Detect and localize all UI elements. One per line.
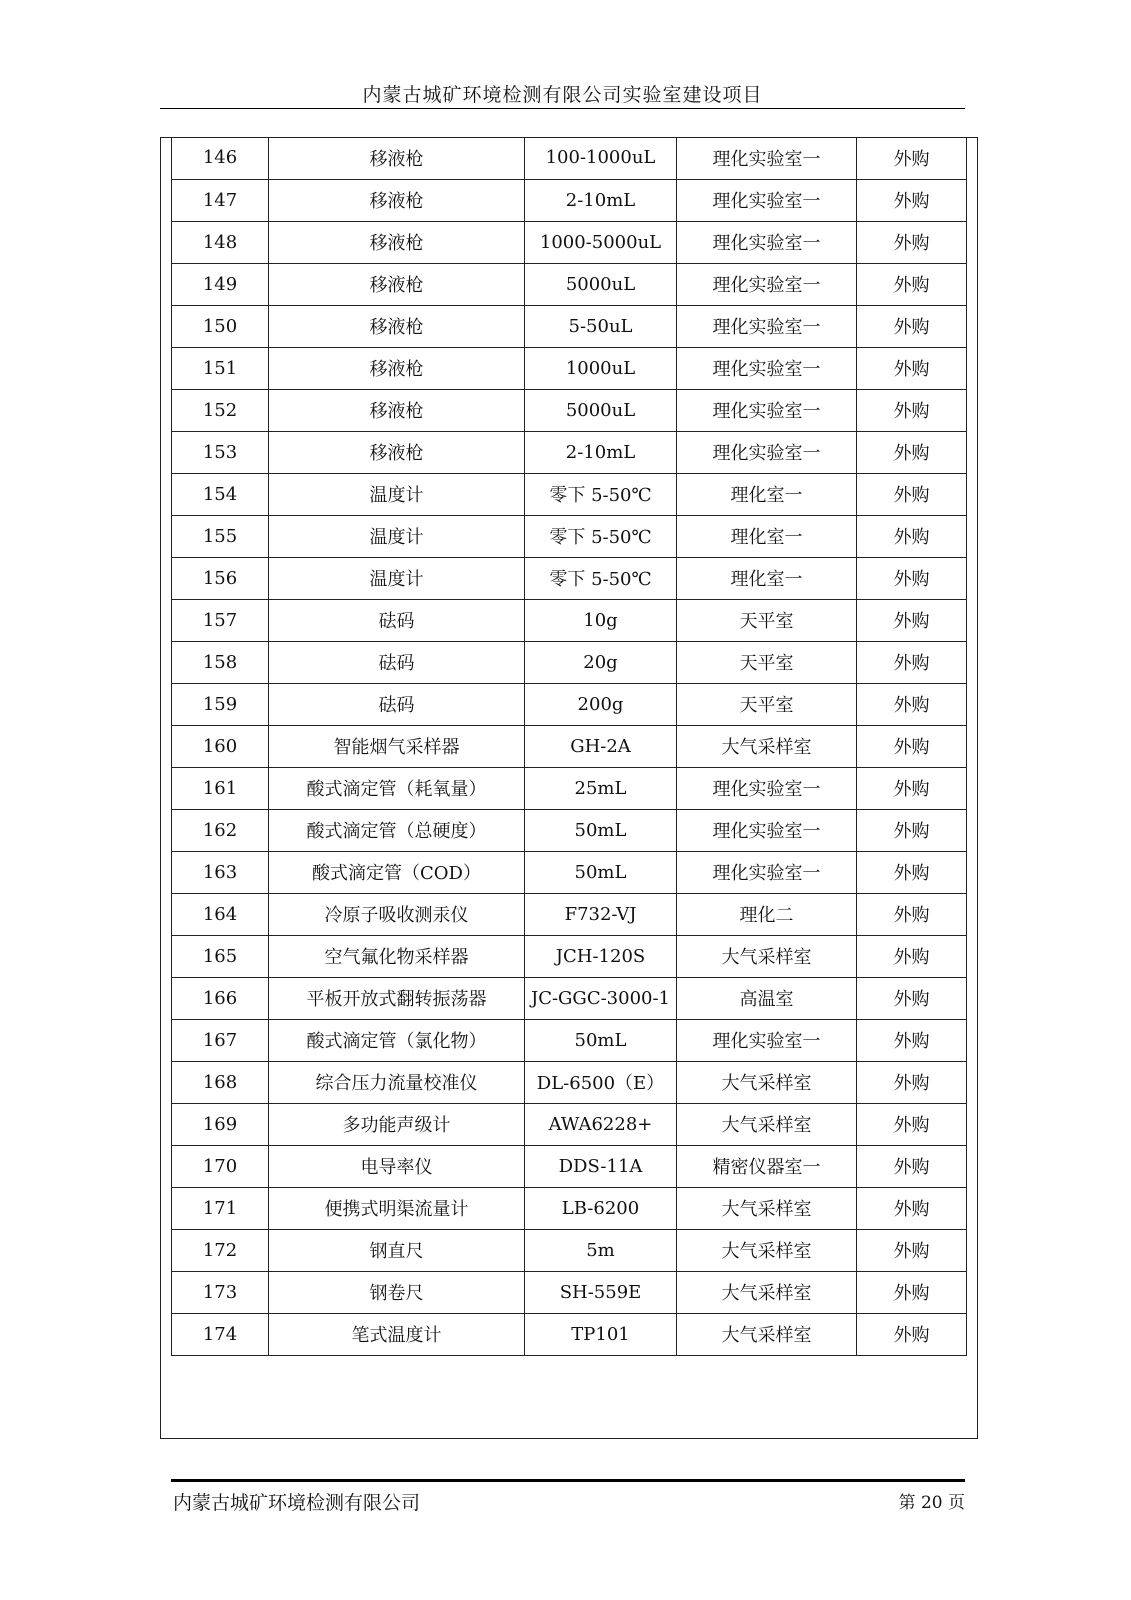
cell-source: 外购 (857, 1229, 967, 1271)
cell-model: 零下 5-50℃ (525, 473, 677, 515)
cell-source: 外购 (857, 725, 967, 767)
cell-source: 外购 (857, 1019, 967, 1061)
cell-model: 100-1000uL (525, 137, 677, 179)
table-row (172, 473, 967, 515)
cell-source: 外购 (857, 683, 967, 725)
cell-location: 理化室一 (677, 473, 857, 515)
table-row (172, 221, 967, 263)
cell-location: 天平室 (677, 683, 857, 725)
table-row (172, 1313, 967, 1355)
cell-number: 161 (172, 767, 269, 809)
cell-equipment-name: 移液枪 (269, 263, 525, 305)
cell-number: 166 (172, 977, 269, 1019)
cell-source: 外购 (857, 1271, 967, 1313)
cell-source: 外购 (857, 977, 967, 1019)
cell-equipment-name: 酸式滴定管（氯化物） (269, 1019, 525, 1061)
cell-number: 158 (172, 641, 269, 683)
cell-location: 大气采样室 (677, 1271, 857, 1313)
page-header-title: 内蒙古城矿环境检测有限公司实验室建设项目 (362, 84, 763, 106)
cell-location: 大气采样室 (677, 1229, 857, 1271)
table-row (172, 1271, 967, 1313)
cell-model: 零下 5-50℃ (525, 557, 677, 599)
table-row (172, 599, 967, 641)
equipment-table (171, 137, 967, 1356)
table-row (172, 1229, 967, 1271)
cell-equipment-name: 砝码 (269, 683, 525, 725)
cell-model: 50mL (525, 851, 677, 893)
cell-equipment-name: 综合压力流量校准仪 (269, 1061, 525, 1103)
cell-equipment-name: 酸式滴定管（耗氧量） (269, 767, 525, 809)
cell-model: JC-GGC-3000-1 (525, 977, 677, 1019)
cell-number: 151 (172, 347, 269, 389)
cell-location: 大气采样室 (677, 1313, 857, 1355)
cell-model: JCH-120S (525, 935, 677, 977)
cell-source: 外购 (857, 1103, 967, 1145)
cell-source: 外购 (857, 305, 967, 347)
cell-location: 高温室 (677, 977, 857, 1019)
cell-number: 173 (172, 1271, 269, 1313)
table-row (172, 977, 967, 1019)
cell-number: 150 (172, 305, 269, 347)
cell-number: 162 (172, 809, 269, 851)
table-row (172, 1187, 967, 1229)
cell-location: 精密仪器室一 (677, 1145, 857, 1187)
cell-equipment-name: 移液枪 (269, 179, 525, 221)
table-row (172, 557, 967, 599)
cell-number: 171 (172, 1187, 269, 1229)
cell-source: 外购 (857, 599, 967, 641)
cell-equipment-name: 移液枪 (269, 347, 525, 389)
cell-source: 外购 (857, 221, 967, 263)
table-row (172, 809, 967, 851)
cell-number: 163 (172, 851, 269, 893)
cell-source: 外购 (857, 137, 967, 179)
cell-location: 天平室 (677, 599, 857, 641)
cell-source: 外购 (857, 473, 967, 515)
table-row (172, 767, 967, 809)
cell-location: 理化实验室一 (677, 767, 857, 809)
cell-model: 20g (525, 641, 677, 683)
table-row (172, 347, 967, 389)
cell-number: 174 (172, 1313, 269, 1355)
cell-model: DL-6500（E） (525, 1061, 677, 1103)
cell-source: 外购 (857, 389, 967, 431)
cell-equipment-name: 温度计 (269, 515, 525, 557)
cell-source: 外购 (857, 1313, 967, 1355)
cell-model: 50mL (525, 1019, 677, 1061)
cell-location: 理化实验室一 (677, 305, 857, 347)
cell-number: 148 (172, 221, 269, 263)
cell-equipment-name: 温度计 (269, 557, 525, 599)
cell-number: 149 (172, 263, 269, 305)
cell-equipment-name: 电导率仪 (269, 1145, 525, 1187)
cell-location: 大气采样室 (677, 935, 857, 977)
cell-number: 146 (172, 137, 269, 179)
cell-model: GH-2A (525, 725, 677, 767)
cell-equipment-name: 便携式明渠流量计 (269, 1187, 525, 1229)
page-number: 第 20 页 (898, 1493, 965, 1513)
cell-equipment-name: 砝码 (269, 641, 525, 683)
table-row (172, 935, 967, 977)
cell-number: 165 (172, 935, 269, 977)
table-row (172, 431, 967, 473)
footer-rule (171, 1479, 965, 1482)
cell-equipment-name: 移液枪 (269, 305, 525, 347)
cell-equipment-name: 冷原子吸收测汞仪 (269, 893, 525, 935)
cell-source: 外购 (857, 263, 967, 305)
cell-equipment-name: 移液枪 (269, 221, 525, 263)
cell-location: 大气采样室 (677, 725, 857, 767)
cell-equipment-name: 平板开放式翻转振荡器 (269, 977, 525, 1019)
cell-source: 外购 (857, 893, 967, 935)
cell-number: 170 (172, 1145, 269, 1187)
cell-model: 2-10mL (525, 179, 677, 221)
cell-number: 160 (172, 725, 269, 767)
cell-model: 25mL (525, 767, 677, 809)
table-row (172, 683, 967, 725)
cell-number: 157 (172, 599, 269, 641)
table-row (172, 1145, 967, 1187)
cell-source: 外购 (857, 515, 967, 557)
cell-equipment-name: 多功能声级计 (269, 1103, 525, 1145)
cell-equipment-name: 砝码 (269, 599, 525, 641)
cell-model: SH-559E (525, 1271, 677, 1313)
cell-source: 外购 (857, 347, 967, 389)
cell-source: 外购 (857, 557, 967, 599)
cell-location: 理化实验室一 (677, 431, 857, 473)
cell-number: 159 (172, 683, 269, 725)
cell-location: 大气采样室 (677, 1061, 857, 1103)
cell-location: 理化实验室一 (677, 851, 857, 893)
cell-equipment-name: 酸式滴定管（COD） (269, 851, 525, 893)
cell-location: 理化实验室一 (677, 263, 857, 305)
cell-equipment-name: 移液枪 (269, 431, 525, 473)
footer-company: 内蒙古城矿环境检测有限公司 (173, 1492, 421, 1514)
table-row (172, 725, 967, 767)
cell-model: 5-50uL (525, 305, 677, 347)
cell-model: 200g (525, 683, 677, 725)
cell-number: 153 (172, 431, 269, 473)
table-row (172, 263, 967, 305)
header-rule (160, 108, 965, 109)
cell-location: 理化二 (677, 893, 857, 935)
cell-location: 理化实验室一 (677, 221, 857, 263)
cell-number: 152 (172, 389, 269, 431)
cell-number: 154 (172, 473, 269, 515)
cell-location: 大气采样室 (677, 1103, 857, 1145)
equipment-table-body (172, 137, 967, 1355)
cell-source: 外购 (857, 1145, 967, 1187)
cell-number: 147 (172, 179, 269, 221)
cell-model: 5000uL (525, 389, 677, 431)
cell-model: LB-6200 (525, 1187, 677, 1229)
cell-source: 外购 (857, 767, 967, 809)
table-row (172, 179, 967, 221)
cell-model: 1000uL (525, 347, 677, 389)
cell-number: 167 (172, 1019, 269, 1061)
cell-equipment-name: 钢直尺 (269, 1229, 525, 1271)
cell-model: 零下 5-50℃ (525, 515, 677, 557)
cell-source: 外购 (857, 809, 967, 851)
cell-equipment-name: 移液枪 (269, 389, 525, 431)
table-row (172, 851, 967, 893)
table-row (172, 1061, 967, 1103)
cell-model: 5m (525, 1229, 677, 1271)
cell-equipment-name: 酸式滴定管（总硬度） (269, 809, 525, 851)
cell-model: TP101 (525, 1313, 677, 1355)
cell-number: 172 (172, 1229, 269, 1271)
cell-model: 1000-5000uL (525, 221, 677, 263)
cell-source: 外购 (857, 179, 967, 221)
cell-equipment-name: 空气氟化物采样器 (269, 935, 525, 977)
cell-number: 168 (172, 1061, 269, 1103)
cell-equipment-name: 移液枪 (269, 137, 525, 179)
cell-model: DDS-11A (525, 1145, 677, 1187)
cell-location: 理化实验室一 (677, 137, 857, 179)
cell-model: 2-10mL (525, 431, 677, 473)
cell-model: 5000uL (525, 263, 677, 305)
cell-number: 156 (172, 557, 269, 599)
cell-number: 155 (172, 515, 269, 557)
cell-model: AWA6228+ (525, 1103, 677, 1145)
cell-equipment-name: 温度计 (269, 473, 525, 515)
table-row (172, 1019, 967, 1061)
cell-source: 外购 (857, 1187, 967, 1229)
cell-location: 理化室一 (677, 557, 857, 599)
cell-location: 天平室 (677, 641, 857, 683)
table-row (172, 641, 967, 683)
cell-source: 外购 (857, 1061, 967, 1103)
cell-location: 理化实验室一 (677, 1019, 857, 1061)
cell-model: F732-VJ (525, 893, 677, 935)
table-row (172, 389, 967, 431)
table-row (172, 515, 967, 557)
cell-equipment-name: 笔式温度计 (269, 1313, 525, 1355)
cell-number: 169 (172, 1103, 269, 1145)
table-row (172, 1103, 967, 1145)
cell-equipment-name: 钢卷尺 (269, 1271, 525, 1313)
cell-source: 外购 (857, 935, 967, 977)
cell-model: 10g (525, 599, 677, 641)
cell-location: 大气采样室 (677, 1187, 857, 1229)
cell-number: 164 (172, 893, 269, 935)
cell-location: 理化室一 (677, 515, 857, 557)
cell-location: 理化实验室一 (677, 179, 857, 221)
table-row (172, 893, 967, 935)
cell-location: 理化实验室一 (677, 389, 857, 431)
table-row (172, 137, 967, 179)
cell-model: 50mL (525, 809, 677, 851)
cell-equipment-name: 智能烟气采样器 (269, 725, 525, 767)
cell-location: 理化实验室一 (677, 809, 857, 851)
cell-location: 理化实验室一 (677, 347, 857, 389)
cell-source: 外购 (857, 641, 967, 683)
cell-source: 外购 (857, 851, 967, 893)
table-row (172, 305, 967, 347)
cell-source: 外购 (857, 431, 967, 473)
